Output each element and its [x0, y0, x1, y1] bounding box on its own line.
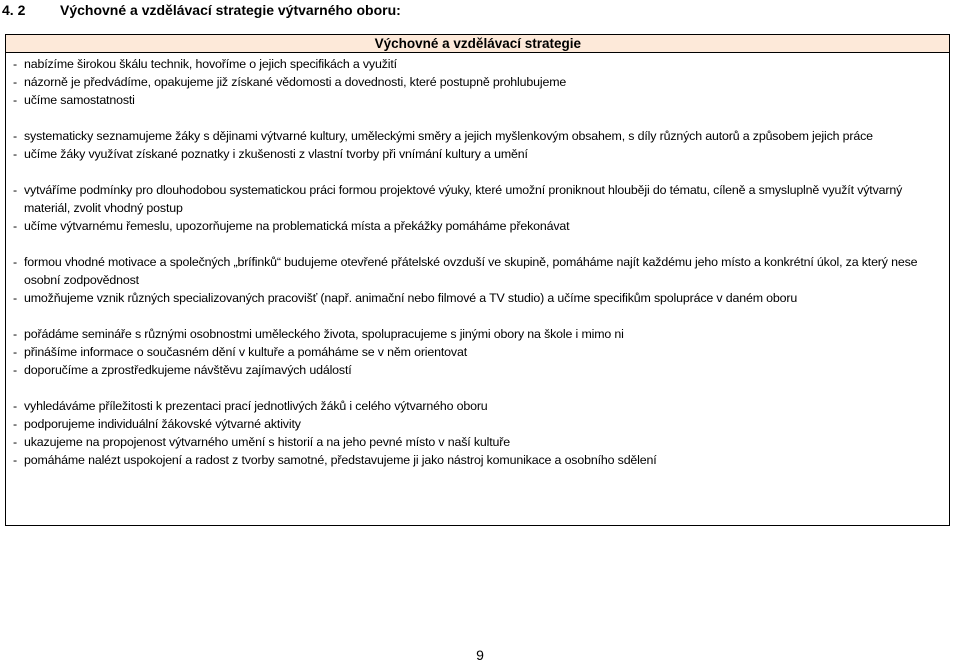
list-item	[6, 91, 949, 109]
list-item-text: pomáháme nalézt uspokojení a radost z tvorby samotné, představujeme ji jako nástroj komunikace a osobního sdělení	[24, 453, 657, 467]
bullet-dash: -	[13, 435, 17, 449]
list-item	[6, 145, 949, 163]
list-item	[6, 343, 949, 361]
bullet-dash: -	[13, 255, 17, 269]
list-item-text: formou vhodné motivace a společných „brífinků“ budujeme otevřené přátelské ovzduší ve skupině, pomáháme najít každému jeho místo a konkrétní úkol, za který nese osobní zodpovědnost	[24, 255, 918, 287]
list-item-text: nabízíme širokou škálu technik, hovoříme o jejich specifikách a využití	[24, 57, 397, 71]
strategy-group	[6, 127, 949, 163]
bullet-dash: -	[13, 219, 17, 233]
table-body	[6, 55, 949, 525]
list-item-text: pořádáme semináře s různými osobnostmi uměleckého života, spolupracujeme s jinými obory na škole i mimo ni	[24, 327, 624, 341]
list-item	[6, 127, 949, 145]
list-item-text: ukazujeme na propojenost výtvarného umění s historií a na jeho pevné místo v naší kultuře	[24, 435, 510, 449]
list-item-text: vyhledáváme příležitosti k prezentaci prací jednotlivých žáků i celého výtvarného oboru	[24, 399, 488, 413]
list-item-text: názorně je předvádíme, opakujeme již získané vědomosti a dovednosti, které postupně prohlubujeme	[24, 75, 567, 89]
strategy-group	[6, 397, 949, 469]
bullet-dash: -	[13, 75, 17, 89]
list-item	[6, 217, 949, 235]
list-item	[6, 415, 949, 433]
list-item-text: doporučíme a zprostředkujeme návštěvu zajímavých událostí	[24, 363, 352, 377]
section-number: 4. 2	[2, 2, 26, 18]
strategy-group	[6, 253, 949, 307]
list-item	[6, 73, 949, 91]
list-item	[6, 433, 949, 451]
list-item-text: učíme samostatnosti	[24, 93, 135, 107]
list-item	[6, 397, 949, 415]
table-header-label: Výchovné a vzdělávací strategie	[374, 36, 581, 51]
table-header	[6, 35, 949, 53]
bullet-dash: -	[13, 363, 17, 377]
bullet-dash: -	[13, 147, 17, 161]
bullet-dash: -	[13, 453, 17, 467]
strategy-group	[6, 181, 949, 235]
list-item	[6, 289, 949, 307]
strategies-table	[5, 34, 950, 526]
bullet-dash: -	[13, 57, 17, 71]
list-item-text: učíme výtvarnému řemeslu, upozorňujeme na problematická místa a překážky pomáháme překonávat	[24, 219, 570, 233]
list-item-text: učíme žáky využívat získané poznatky i zkušenosti z vlastní tvorby při vnímání kultury a umění	[24, 147, 528, 161]
list-item	[6, 361, 949, 379]
list-item	[6, 55, 949, 73]
list-item-text: přinášíme informace o současném dění v kultuře a pomáháme se v něm orientovat	[24, 345, 468, 359]
bullet-dash: -	[13, 345, 17, 359]
list-item	[6, 325, 949, 343]
bullet-dash: -	[13, 129, 17, 143]
list-item-text: vytváříme podmínky pro dlouhodobou systematickou práci formou projektové výuky, které umožní proniknout hlouběji do tématu, cíleně a smysluplně využít výtvarný materiál, zvolit vhodný postup	[24, 183, 903, 215]
section-title: Výchovné a vzdělávací strategie výtvarného oboru:	[60, 2, 401, 18]
strategy-group	[6, 55, 949, 109]
page-number: 9	[476, 647, 484, 663]
bullet-dash: -	[13, 93, 17, 107]
list-item	[6, 181, 949, 217]
bullet-dash: -	[13, 417, 17, 431]
bullet-dash: -	[13, 183, 17, 197]
bullet-dash: -	[13, 399, 17, 413]
bullet-dash: -	[13, 327, 17, 341]
list-item-text: podporujeme individuální žákovské výtvarné aktivity	[24, 417, 301, 431]
list-item-text: umožňujeme vznik různých specializovaných pracovišť (např. animační nebo filmové a TV studio) a učíme specifikům spolupráce v daném oboru	[24, 291, 798, 305]
list-item	[6, 451, 949, 469]
bullet-dash: -	[13, 291, 17, 305]
list-item	[6, 253, 949, 289]
strategy-group	[6, 325, 949, 379]
list-item-text: systematicky seznamujeme žáky s dějinami výtvarné kultury, uměleckými směry a jejich myšlenkovým obsahem, s díly různých autorů a způsobem jejich práce	[24, 129, 873, 143]
